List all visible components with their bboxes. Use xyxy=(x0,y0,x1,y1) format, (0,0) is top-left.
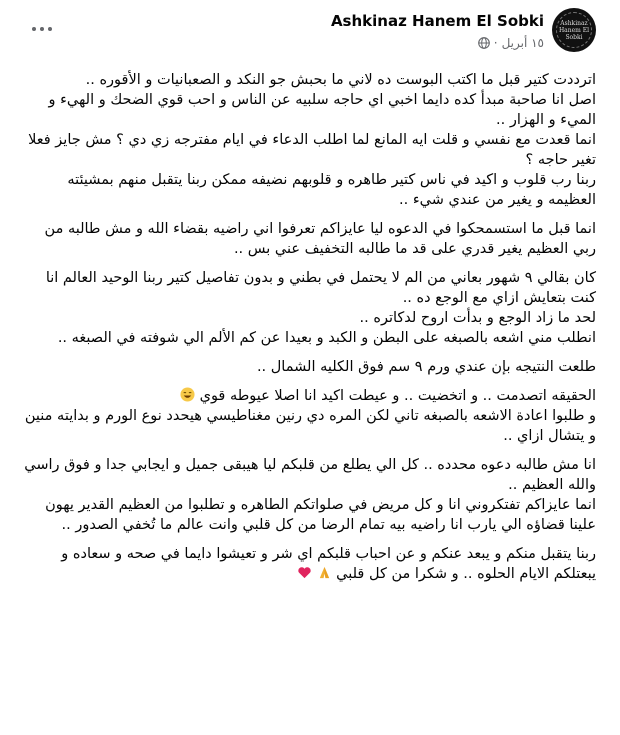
post-meta xyxy=(478,36,544,50)
post-body xyxy=(22,70,596,593)
author-name[interactable]: Ashkinaz Hanem El Sobki xyxy=(330,12,544,30)
avatar-text-line2: Hanem El Sobki xyxy=(558,26,590,41)
text-line: كان بقالي ٩ شهور بعاني من الم لا يحتمل في بطني و بدون تفاصيل كتير ربنا الوحيد العالم انا كنت بتعايش ازاي مع الوجع ده .. xyxy=(45,270,596,306)
paragraph-2 xyxy=(22,219,596,259)
paragraph-6 xyxy=(22,455,596,535)
folded-hands-icon xyxy=(317,565,332,580)
paragraph-1 xyxy=(22,70,596,210)
text-line: لحد ما زاد الوجع و بدأت اروح لدكاتره .. xyxy=(359,310,596,326)
avatar[interactable] xyxy=(552,8,596,52)
text-line: انما قعدت مع نفسي و قلت ايه المانع لما اطلب الدعاء في ايام مفترجه زي دي ؟ مش جايز فعلا تغير حاجه ؟ xyxy=(28,132,596,168)
avatar-text-line1: Ashkinaz xyxy=(560,19,588,27)
text-line: انما قبل ما استسمحكوا في الدعوه ليا عايزاكم تعرفوا اني راضيه بقضاء الله و مش طالبه من ربي العظيم يغير قدري على قد ما طالبه التخفيف عني بس .. xyxy=(44,221,596,257)
paragraph-5 xyxy=(22,386,596,446)
text-line: اترددت كتير قبل ما اكتب البوست ده لاني ما بحبش جو النكد و الصعبانيات و الأقوره .. xyxy=(85,72,596,88)
post-date[interactable]: ١٥ أبريل xyxy=(501,36,544,50)
text-line: اصل انا صاحبة مبدأ كده دايما اخبي اي حاجه سلبيه عن الناس و احب قوي الضحك و الهيء و الميء و الهزار .. xyxy=(48,92,596,128)
laughing-emoji-icon xyxy=(180,387,195,402)
text-line: ربنا رب قلوب و اكيد في ناس كتير طاهره و قلوبهم نضيفه ممكن ربنا يتقبل منهم بمشيئته العظيمه و يغير من عندي شيء .. xyxy=(67,172,596,208)
globe-icon[interactable] xyxy=(478,37,490,49)
text-line: انطلب مني اشعه بالصبغه على البطن و الكبد و بعيدا عن كم الألم الي شوفته في الصبغه .. xyxy=(57,330,596,346)
paragraph-3 xyxy=(22,268,596,348)
text-line: ربنا يتقبل منكم و يبعد عنكم و عن احباب قلبكم اي شر و تعيشوا دايما في صحه و سعاده و يبعتلكم الايام الحلوه .. و شكرا من كل قلبي xyxy=(61,546,596,582)
post-header xyxy=(0,0,620,62)
avatar-logo xyxy=(556,12,592,48)
paragraph-4 xyxy=(22,357,596,377)
meta-separator: · xyxy=(493,36,498,50)
text-line: طلعت النتيجه بإن عندي ورم ٩ سم فوق الكليه الشمال .. xyxy=(256,359,596,375)
text-line: انا مش طالبه دعوه محدده .. كل الي يطلع من قلبكم ليا هيبقى جميل و ايجابي جدا و فوق راسي والله العظيم .. xyxy=(24,457,596,493)
text-line: انما عايزاكم تفتكروني انا و كل مريض في صلواتكم الطاهره و تطلبوا من العظيم القدير يهون علينا قضاؤه الي يارب انا راضيه بيه تمام الرضا من كل قلبي وانت عالم ما تُخفي الصدور .. xyxy=(45,497,596,533)
red-heart-icon xyxy=(297,565,312,580)
paragraph-7 xyxy=(22,544,596,584)
text-line: الحقيقه اتصدمت .. و اتخضيت .. و عيطت اكيد انا اصلا عيوطه قوي xyxy=(199,388,596,404)
text-line: و طلبوا اعادة الاشعه بالصبغه تاني لكن المره دي رنين مغناطيسي هيحدد نوع الورم و بدايته منين و يتشال ازاي .. xyxy=(24,408,596,444)
more-options-icon[interactable] xyxy=(30,24,54,34)
